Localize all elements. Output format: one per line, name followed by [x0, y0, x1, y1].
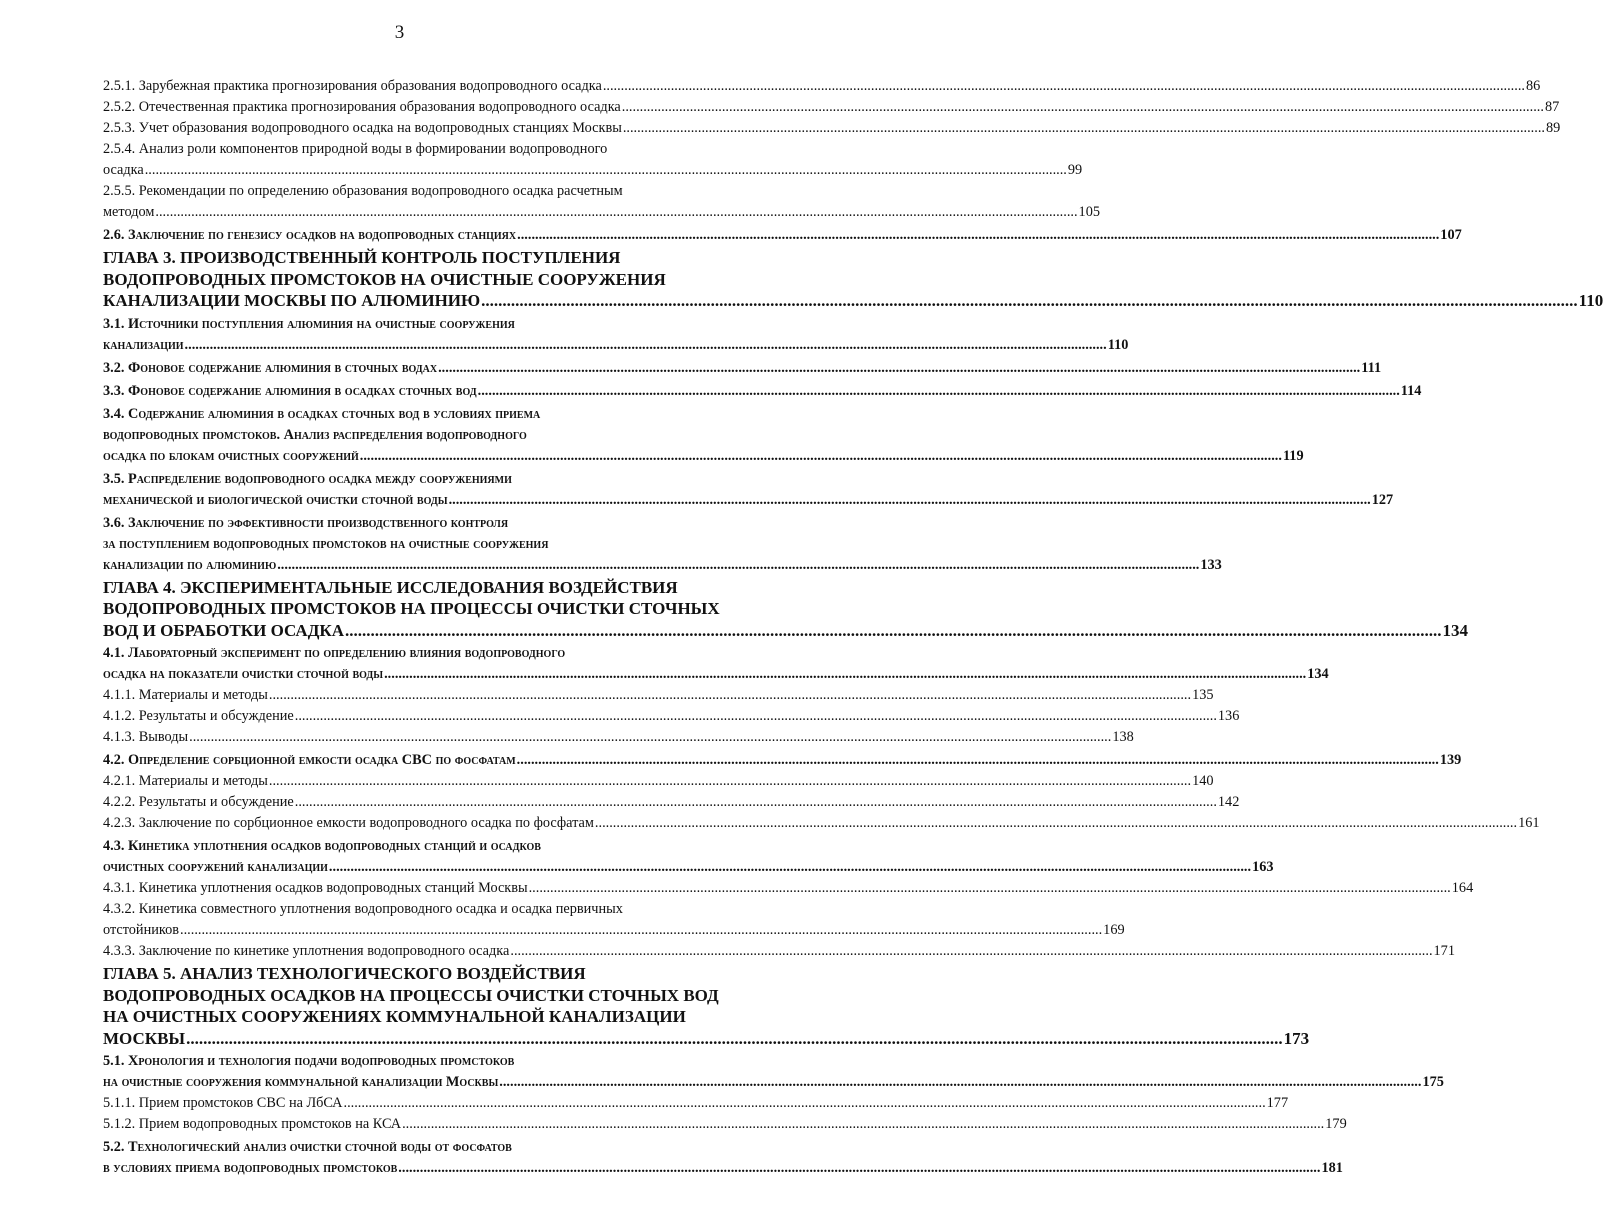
toc-entry-text-line: 3.6. Заключение по эффективности производственного контроля: [103, 514, 509, 531]
toc-page-number: 175: [1422, 1074, 1444, 1090]
toc-entry-text-line: 3.4. Содержание алюминия в осадках сточных вод в условиях приема: [103, 405, 541, 422]
toc-entry-sec[interactable]: [103, 836, 1274, 878]
toc-entry-sec[interactable]: [103, 314, 1129, 356]
dot-leader: [295, 706, 1217, 727]
toc-entry-title: 2.5.3. Учет образования водопроводного осадка на водопроводных станциях Москвы: [103, 120, 622, 136]
toc-entry-title: осадка: [103, 162, 144, 178]
dot-leader: [189, 727, 1111, 748]
toc-entry-title: очистных сооружений канализации: [103, 859, 328, 875]
toc-entry-title: осадка на показатели очистки сточной воды: [103, 666, 384, 682]
toc-entry-title: 4.3.1. Кинетика уплотнения осадков водопроводных станций Москвы: [103, 880, 528, 896]
toc-page-number: 161: [1518, 815, 1540, 831]
dot-leader: [510, 941, 1432, 962]
page-number: 3: [394, 22, 405, 43]
toc-entry-text-line: 2.5.5. Рекомендации по определению образования водопроводного осадка расчетным: [103, 183, 623, 199]
toc-entry-sub[interactable]: [103, 706, 1240, 727]
toc-entry-title: канализации: [103, 336, 184, 353]
toc-entry-text-line: ВОДОПРОВОДНЫХ ОСАДКОВ НА ПРОЦЕССЫ ОЧИСТКИ СТОЧНЫХ ВОД: [103, 985, 719, 1005]
toc-entry-title: КАНАЛИЗАЦИИ МОСКВЫ ПО АЛЮМИНИЮ: [103, 291, 481, 310]
toc-page-number: 99: [1067, 162, 1083, 178]
toc-entry-title: методом: [103, 204, 155, 220]
toc-page-number: 138: [1112, 729, 1134, 745]
toc-page-number: 142: [1217, 794, 1240, 810]
toc-page-number: 119: [1282, 447, 1304, 464]
toc-entry-title: 4.1.1. Материалы и методы: [103, 687, 268, 703]
toc-entry-sub[interactable]: [103, 1093, 1289, 1114]
toc-page-number: 134: [1442, 620, 1469, 640]
toc-entry-text-line: 3.1. Источники поступления алюминия на очистные сооружения: [103, 315, 515, 332]
toc-page-number: 181: [1321, 1160, 1343, 1176]
toc-entry-sec[interactable]: [103, 469, 1394, 511]
dot-leader: [269, 685, 1191, 706]
toc-page-number: 134: [1307, 666, 1329, 682]
toc-entry-title: 4.2.1. Материалы и методы: [103, 773, 268, 789]
toc-entry-text-line: 4.3.2. Кинетика совместного уплотнения водопроводного осадка и осадка первичных: [103, 901, 623, 917]
dot-leader: [185, 335, 1107, 356]
toc-entry-title: 2.5.2. Отечественная практика прогнозирования образования водопроводного осадка: [103, 99, 621, 115]
dot-leader: [345, 620, 1442, 642]
toc-page-number: 111: [1361, 359, 1382, 376]
dot-leader: [595, 813, 1517, 834]
toc-entry-title: МОСКВЫ: [103, 1028, 186, 1048]
toc-page-number: 107: [1440, 227, 1462, 243]
toc-entry-title: осадка по блокам очистных сооружений: [103, 447, 359, 464]
table-of-contents: [103, 76, 1603, 1179]
toc-entry-title: отстойников: [103, 922, 180, 938]
dot-leader: [180, 920, 1102, 941]
dot-leader: [623, 118, 1545, 139]
toc-entry-title: 4.2.2. Результаты и обсуждение: [103, 794, 294, 810]
dot-leader: [529, 878, 1451, 899]
toc-entry-title: 3.2. Фоновое содержание алюминия в сточных водах: [103, 359, 438, 376]
dot-leader: [269, 771, 1191, 792]
toc-entry-text-line: ГЛАВА 4. ЭКСПЕРИМЕНТАЛЬНЫЕ ИССЛЕДОВАНИЯ ВОЗДЕЙСТВИЯ: [103, 577, 678, 597]
toc-entry-text-line: ВОДОПРОВОДНЫХ ПРОМСТОКОВ НА ПРОЦЕССЫ ОЧИСТКИ СТОЧНЫХ: [103, 599, 720, 618]
toc-entry-title: 4.1.3. Выводы: [103, 729, 189, 745]
dot-leader: [186, 1028, 1283, 1050]
toc-entry-sub[interactable]: [103, 139, 1083, 181]
toc-entry-sec[interactable]: [103, 358, 1382, 379]
toc-entry-sub[interactable]: [103, 813, 1540, 834]
toc-entry-sec[interactable]: [103, 404, 1304, 467]
toc-entry-sub[interactable]: [103, 685, 1214, 706]
toc-page-number: 86: [1525, 78, 1541, 94]
toc-entry-title: механической и биологической очистки сточной воды: [103, 491, 448, 508]
toc-page-number: 87: [1544, 99, 1560, 115]
toc-page-number: 127: [1371, 491, 1394, 508]
toc-entry-text-line: 3.5. Распределение водопроводного осадка между сооружениями: [103, 470, 512, 487]
toc-page-number: 163: [1252, 859, 1274, 875]
dot-leader: [481, 290, 1578, 312]
dot-leader: [277, 555, 1199, 576]
toc-entry-text-line: 5.1. Хронология и технология подачи водопроводных промстоков: [103, 1053, 515, 1069]
toc-entry-sec[interactable]: [103, 643, 1329, 685]
toc-entry-text-line: за поступлением водопроводных промстоков на очистные сооружения: [103, 535, 549, 552]
toc-entry-sub[interactable]: [103, 899, 1125, 941]
toc-entry-text-line: 4.3. Кинетика уплотнения осадков водопроводных станций и осадков: [103, 838, 541, 854]
toc-entry-title: 4.3.3. Заключение по кинетике уплотнения водопроводного осадка: [103, 943, 510, 959]
toc-entry-sub[interactable]: [103, 941, 1455, 962]
toc-entry-title: канализации по алюминию: [103, 556, 277, 573]
toc-page-number: 89: [1545, 120, 1561, 136]
toc-page-number: 135: [1192, 687, 1214, 703]
toc-entry-title: 3.3. Фоновое содержание алюминия в осадках сточных вод: [103, 382, 477, 399]
toc-page-number: 171: [1433, 943, 1455, 959]
dot-leader: [344, 1093, 1266, 1114]
toc-entry-sub[interactable]: [103, 181, 1100, 223]
dot-leader: [402, 1114, 1324, 1135]
dot-leader: [438, 358, 1360, 379]
dot-leader: [449, 490, 1371, 511]
toc-page-number: 177: [1266, 1095, 1289, 1111]
toc-entry-title: 4.2. Определение сорбционной емкости осадка СВС по фосфатам: [103, 752, 516, 768]
toc-page-number: 164: [1451, 880, 1474, 896]
dot-leader: [517, 750, 1439, 771]
toc-entry-sec[interactable]: [103, 1137, 1343, 1179]
toc-entry-sub[interactable]: [103, 771, 1214, 792]
toc-entry-title: 2.6. Заключение по генезису осадков на водопроводных станциях: [103, 227, 517, 243]
toc-entry-sec[interactable]: [103, 750, 1462, 771]
toc-entry-sub[interactable]: [103, 1114, 1347, 1135]
toc-entry-sec[interactable]: [103, 381, 1422, 402]
toc-entry-sub[interactable]: [103, 118, 1561, 139]
toc-entry-title: на очистные сооружения коммунальной канализации Москвы: [103, 1074, 499, 1090]
toc-entry-sub[interactable]: [103, 792, 1240, 813]
toc-entry-chapter[interactable]: [103, 577, 1469, 642]
toc-entry-title: ВОД И ОБРАБОТКИ ОСАДКА: [103, 620, 345, 640]
toc-entry-chapter[interactable]: [103, 247, 1603, 312]
toc-entry-sub[interactable]: [103, 97, 1560, 118]
dot-leader: [329, 857, 1251, 878]
dot-leader: [517, 225, 1439, 246]
toc-page-number: 179: [1325, 1116, 1347, 1132]
dot-leader: [499, 1072, 1421, 1093]
toc-entry-title: 5.1.1. Прием промстоков СВС на ЛбСА: [103, 1095, 343, 1111]
toc-page-number: 139: [1439, 752, 1462, 768]
toc-entry-sub[interactable]: [103, 76, 1541, 97]
toc-page-number: 140: [1192, 773, 1214, 789]
toc-entry-sub[interactable]: [103, 878, 1474, 899]
toc-entry-text-line: 2.5.4. Анализ роли компонентов природной воды в формировании водопроводного: [103, 141, 608, 157]
toc-page-number: 136: [1217, 708, 1240, 724]
dot-leader: [360, 446, 1282, 467]
toc-entry-title: в условиях приема водопроводных промстоков: [103, 1160, 398, 1176]
toc-entry-chapter[interactable]: [103, 963, 1310, 1049]
toc-page-number: 173: [1283, 1028, 1310, 1048]
toc-entry-text-line: ГЛАВА 3. ПРОИЗВОДСТВЕННЫЙ КОНТРОЛЬ ПОСТУПЛЕНИЯ: [103, 248, 621, 267]
dot-leader: [155, 202, 1077, 223]
dot-leader: [478, 381, 1400, 402]
dot-leader: [145, 160, 1067, 181]
toc-entry-title: 4.2.3. Заключение по сорбционное емкости водопроводного осадка по фосфатам: [103, 815, 594, 831]
dot-leader: [295, 792, 1217, 813]
toc-entry-text-line: НА ОЧИСТНЫХ СООРУЖЕНИЯХ КОММУНАЛЬНОЙ КАНАЛИЗАЦИИ: [103, 1007, 686, 1026]
toc-entry-text-line: ГЛАВА 5. АНАЛИЗ ТЕХНОЛОГИЧЕСКОГО ВОЗДЕЙСТВИЯ: [103, 964, 586, 983]
toc-page-number: 110: [1578, 291, 1603, 310]
toc-entry-title: 4.1.2. Результаты и обсуждение: [103, 708, 294, 724]
toc-entry-sec[interactable]: [103, 1051, 1444, 1093]
toc-entry-text-line: 5.2. Технологический анализ очистки сточной воды от фосфатов: [103, 1139, 512, 1155]
toc-entry-sub[interactable]: [103, 727, 1134, 748]
toc-page-number: 110: [1107, 336, 1129, 353]
toc-page-number: 169: [1103, 922, 1125, 938]
toc-entry-title: 5.1.2. Прием водопроводных промстоков на КСА: [103, 1116, 402, 1132]
toc-entry-title: 2.5.1. Зарубежная практика прогнозирования образования водопроводного осадка: [103, 78, 602, 94]
toc-entry-text-line: 4.1. Лабораторный эксперимент по определению влияния водопроводного: [103, 645, 566, 661]
toc-entry-text-line: водопроводных промстоков. Анализ распределения водопроводного: [103, 426, 527, 443]
dot-leader: [398, 1158, 1320, 1179]
dot-leader: [603, 76, 1525, 97]
toc-entry-sec[interactable]: [103, 225, 1462, 246]
toc-page-number: 114: [1400, 382, 1422, 399]
dot-leader: [622, 97, 1544, 118]
toc-page-number: 133: [1200, 556, 1222, 573]
dot-leader: [384, 664, 1306, 685]
toc-page-number: 105: [1078, 204, 1100, 220]
toc-entry-sec[interactable]: [103, 513, 1222, 576]
toc-entry-text-line: ВОДОПРОВОДНЫХ ПРОМСТОКОВ НА ОЧИСТНЫЕ СООРУЖЕНИЯ: [103, 269, 666, 289]
